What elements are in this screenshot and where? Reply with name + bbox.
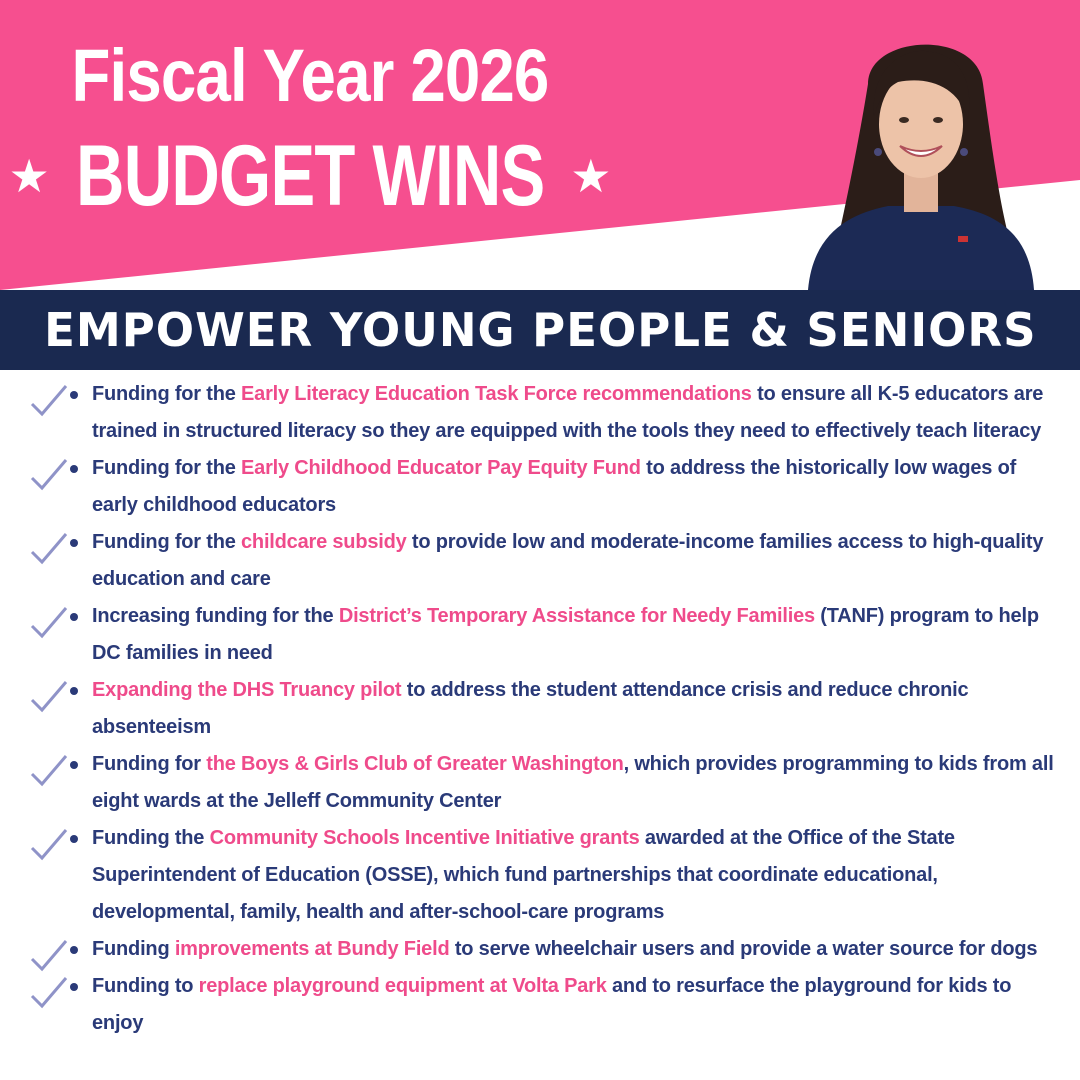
list-item bbox=[0, 450, 1080, 524]
item-text: awarded at the Office of the State Superintendent of Education (OSSE), which fund partnerships that coordinate educational, developmental, family, health and after-school-care programs bbox=[92, 827, 955, 923]
item-text: Funding for the bbox=[92, 531, 241, 553]
list-item bbox=[0, 598, 1080, 672]
item-text: (TANF) program to help DC families in need bbox=[92, 605, 1039, 664]
item-text: Increasing funding for the bbox=[92, 605, 339, 627]
portrait-photo bbox=[808, 24, 1034, 290]
item-text: to ensure all K-5 educators are trained in structured literacy so they are equipped with the tools they need to effectively teach literacy bbox=[92, 383, 1044, 442]
item-highlight: childcare subsidy bbox=[241, 531, 407, 553]
item-highlight: Expanding the DHS Truancy pilot bbox=[92, 679, 402, 701]
header bbox=[0, 0, 1080, 290]
bullet-dot-icon bbox=[70, 613, 78, 621]
check-icon bbox=[28, 380, 68, 420]
check-icon bbox=[28, 454, 68, 494]
item-highlight: Community Schools Incentive Initiative grants bbox=[209, 827, 640, 849]
check-icon bbox=[28, 972, 68, 1012]
item-text: Funding for the bbox=[92, 383, 241, 405]
item-text: to address the historically low wages of early childhood educators bbox=[92, 457, 1017, 516]
bullet-dot-icon bbox=[70, 946, 78, 954]
item-highlight: the Boys & Girls Club of Greater Washington bbox=[206, 753, 624, 775]
item-text: and to resurface the playground for kids to enjoy bbox=[92, 975, 1012, 1034]
star-right-icon: ★ bbox=[570, 150, 612, 202]
item-text: to provide low and moderate-income families access to high-quality education and care bbox=[92, 531, 1044, 590]
check-icon bbox=[28, 824, 68, 864]
list-item bbox=[0, 820, 1080, 931]
bullet-dot-icon bbox=[70, 391, 78, 399]
section-banner-text: EMPOWER YOUNG PEOPLE & SENIORS bbox=[43, 303, 1037, 357]
bullet-dot-icon bbox=[70, 539, 78, 547]
item-text: Funding for the bbox=[92, 457, 241, 479]
title-line-1: Fiscal Year 2026 bbox=[71, 34, 549, 117]
item-text: to serve wheelchair users and provide a water source for dogs bbox=[449, 938, 1038, 960]
bullet-dot-icon bbox=[70, 983, 78, 991]
item-text: to address the student attendance crisis and reduce chronic absenteeism bbox=[92, 679, 969, 738]
item-highlight: Early Childhood Educator Pay Equity Fund bbox=[241, 457, 641, 479]
list-item bbox=[0, 746, 1080, 820]
list-item bbox=[0, 931, 1080, 968]
item-highlight: District’s Temporary Assistance for Needy Families bbox=[338, 605, 815, 627]
title-budget-wins: BUDGET WINS bbox=[75, 128, 545, 224]
check-icon bbox=[28, 676, 68, 716]
check-icon bbox=[28, 602, 68, 642]
bullet-dot-icon bbox=[70, 835, 78, 843]
item-text: Funding to bbox=[92, 975, 199, 997]
budget-wins-list bbox=[0, 376, 1080, 1042]
item-text: , which provides programming to kids from all eight wards at the Jelleff Community Center bbox=[92, 753, 1054, 812]
section-banner bbox=[0, 290, 1080, 370]
list-item bbox=[0, 376, 1080, 450]
item-text: Funding for bbox=[92, 753, 207, 775]
item-highlight: replace playground equipment at Volta Park bbox=[198, 975, 607, 997]
title-line-2 bbox=[0, 128, 620, 224]
check-icon bbox=[28, 750, 68, 790]
item-text: Funding bbox=[92, 938, 175, 960]
check-icon bbox=[28, 528, 68, 568]
bullet-dot-icon bbox=[70, 687, 78, 695]
star-left-icon: ★ bbox=[8, 150, 50, 202]
item-text: Funding the bbox=[92, 827, 210, 849]
item-highlight: improvements at Bundy Field bbox=[174, 938, 450, 960]
list-item bbox=[0, 968, 1080, 1042]
item-highlight: Early Literacy Education Task Force recommendations bbox=[241, 383, 752, 405]
list-item bbox=[0, 672, 1080, 746]
list-item bbox=[0, 524, 1080, 598]
bullet-dot-icon bbox=[70, 465, 78, 473]
bullet-dot-icon bbox=[70, 761, 78, 769]
